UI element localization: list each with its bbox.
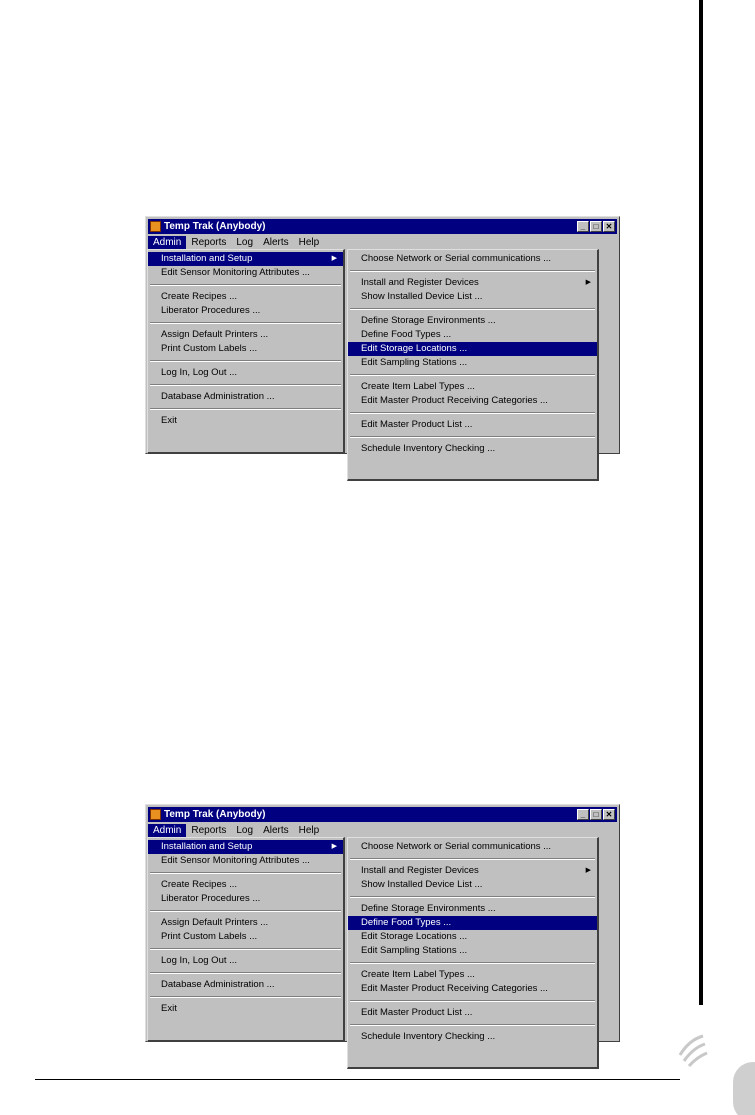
- menu-item-database-administration[interactable]: [148, 390, 343, 404]
- window-title: Temp Trak (Anybody): [164, 809, 266, 820]
- menu-item-edit-master-product-list[interactable]: [348, 418, 597, 432]
- menu-item-define-food-types[interactable]: [348, 916, 597, 930]
- menu-separator: [350, 436, 595, 438]
- menu-item-label: Define Food Types ...: [361, 917, 452, 928]
- menu-item-label: Database Administration ...: [161, 979, 275, 990]
- menu-separator: [150, 322, 341, 324]
- menu-item-label: Exit: [161, 1003, 177, 1014]
- menu-item-label: Liberator Procedures ...: [161, 305, 261, 316]
- menu-item-install-and-register-devices[interactable]: [348, 276, 597, 290]
- page-margin-rule: [699, 0, 703, 1005]
- menu-item-log-in-log-out[interactable]: [148, 366, 343, 380]
- menu-item-edit-master-product-receiving-categories[interactable]: [348, 982, 597, 996]
- menu-separator: [350, 1024, 595, 1026]
- menu-item-edit-sampling-stations[interactable]: [348, 944, 597, 958]
- menu-item-label: Show Installed Device List ...: [361, 291, 483, 302]
- screenshot-2: [145, 804, 625, 1074]
- menu-separator: [350, 308, 595, 310]
- title-bar: [148, 807, 617, 822]
- menu-separator: [350, 962, 595, 964]
- submenu-arrow-icon: ▶: [585, 867, 591, 874]
- menu-item-label: Schedule Inventory Checking ...: [361, 443, 496, 454]
- menu-item-edit-storage-locations[interactable]: [348, 342, 597, 356]
- menu-item-exit[interactable]: [148, 414, 343, 428]
- maximize-button[interactable]: □: [590, 221, 602, 232]
- menu-log[interactable]: Log: [236, 237, 254, 248]
- menu-item-label: Edit Master Product List ...: [361, 419, 473, 430]
- menu-separator: [150, 360, 341, 362]
- menu-item-liberator-procedures[interactable]: [148, 892, 343, 906]
- menu-item-create-recipes[interactable]: [148, 290, 343, 304]
- menu-item-label: Choose Network or Serial communications ...: [361, 841, 552, 852]
- menu-item-assign-default-printers[interactable]: [148, 328, 343, 342]
- menu-bar: [148, 236, 324, 250]
- menu-item-edit-storage-locations[interactable]: [348, 930, 597, 944]
- menu-item-label: Assign Default Printers ...: [161, 329, 269, 340]
- menu-item-liberator-procedures[interactable]: [148, 304, 343, 318]
- menu-item-label: Edit Master Product List ...: [361, 1007, 473, 1018]
- menu-item-label: Choose Network or Serial communications ...: [361, 253, 552, 264]
- screenshot-1: [145, 216, 625, 486]
- menu-item-label: Install and Register Devices: [361, 865, 479, 876]
- menu-item-install-and-register-devices[interactable]: [348, 864, 597, 878]
- menu-item-installation-and-setup[interactable]: [148, 840, 343, 854]
- menu-item-label: Edit Master Product Receiving Categories ...: [361, 395, 548, 406]
- admin-dropdown: [147, 837, 345, 1042]
- admin-dropdown: [147, 249, 345, 454]
- menu-item-label: Exit: [161, 415, 177, 426]
- menu-separator: [150, 872, 341, 874]
- menu-item-label: Edit Sensor Monitoring Attributes ...: [161, 267, 310, 278]
- menu-item-label: Installation and Setup: [161, 253, 253, 264]
- menu-item-choose-network-or-serial-communications[interactable]: [348, 252, 597, 266]
- minimize-button[interactable]: _: [577, 221, 589, 232]
- close-button[interactable]: ✕: [603, 809, 615, 820]
- menu-item-label: Schedule Inventory Checking ...: [361, 1031, 496, 1042]
- menu-separator: [150, 284, 341, 286]
- menu-item-create-recipes[interactable]: [148, 878, 343, 892]
- menu-item-create-item-label-types[interactable]: [348, 380, 597, 394]
- menu-separator: [150, 948, 341, 950]
- menu-alerts[interactable]: Alerts: [263, 237, 289, 248]
- page-footer-rule: [35, 1079, 680, 1080]
- menu-item-database-administration[interactable]: [148, 978, 343, 992]
- title-bar: [148, 219, 617, 234]
- menu-bar: [148, 824, 324, 838]
- menu-item-label: Edit Sampling Stations ...: [361, 357, 468, 368]
- menu-item-define-storage-environments[interactable]: [348, 902, 597, 916]
- menu-item-label: Print Custom Labels ...: [161, 931, 258, 942]
- menu-item-label: Show Installed Device List ...: [361, 879, 483, 890]
- menu-item-label: Edit Sensor Monitoring Attributes ...: [161, 855, 310, 866]
- menu-item-schedule-inventory-checking[interactable]: [348, 442, 597, 456]
- menu-item-label: Define Food Types ...: [361, 329, 452, 340]
- menu-admin[interactable]: Admin: [148, 824, 186, 838]
- menu-item-define-food-types[interactable]: [348, 328, 597, 342]
- menu-item-label: Assign Default Printers ...: [161, 917, 269, 928]
- menu-help[interactable]: Help: [298, 825, 320, 836]
- menu-item-label: Edit Storage Locations ...: [361, 343, 468, 354]
- menu-admin[interactable]: Admin: [148, 236, 186, 250]
- menu-separator: [350, 858, 595, 860]
- menu-item-label: Create Item Label Types ...: [361, 969, 475, 980]
- page-corner-decoration: [675, 1030, 755, 1115]
- menu-separator: [350, 896, 595, 898]
- window-title: Temp Trak (Anybody): [164, 221, 266, 232]
- menu-item-label: Installation and Setup: [161, 841, 253, 852]
- maximize-button[interactable]: □: [590, 809, 602, 820]
- menu-item-label: Liberator Procedures ...: [161, 893, 261, 904]
- menu-item-choose-network-or-serial-communications[interactable]: [348, 840, 597, 854]
- menu-separator: [350, 374, 595, 376]
- menu-item-label: Define Storage Environments ...: [361, 315, 496, 326]
- menu-separator: [350, 412, 595, 414]
- menu-item-edit-sampling-stations[interactable]: [348, 356, 597, 370]
- menu-item-print-custom-labels[interactable]: [148, 930, 343, 944]
- app-icon: [150, 221, 161, 232]
- menu-item-print-custom-labels[interactable]: [148, 342, 343, 356]
- menu-separator: [350, 1000, 595, 1002]
- menu-item-exit[interactable]: [148, 1002, 343, 1016]
- menu-item-edit-sensor-monitoring-attributes[interactable]: [148, 266, 343, 280]
- menu-separator: [350, 270, 595, 272]
- menu-separator: [150, 910, 341, 912]
- menu-item-edit-master-product-receiving-categories[interactable]: [348, 394, 597, 408]
- menu-item-installation-and-setup[interactable]: [148, 252, 343, 266]
- menu-item-show-installed-device-list[interactable]: [348, 878, 597, 892]
- menu-separator: [150, 408, 341, 410]
- menu-item-label: Edit Sampling Stations ...: [361, 945, 468, 956]
- menu-item-label: Print Custom Labels ...: [161, 343, 258, 354]
- menu-item-label: Create Item Label Types ...: [361, 381, 475, 392]
- menu-item-label: Install and Register Devices: [361, 277, 479, 288]
- menu-log[interactable]: Log: [236, 825, 254, 836]
- submenu-arrow-icon: ▶: [585, 279, 591, 286]
- menu-separator: [150, 996, 341, 998]
- menu-item-schedule-inventory-checking[interactable]: [348, 1030, 597, 1044]
- menu-reports[interactable]: Reports: [191, 825, 227, 836]
- submenu-arrow-icon: ▶: [331, 843, 337, 850]
- menu-item-define-storage-environments[interactable]: [348, 314, 597, 328]
- menu-item-label: Create Recipes ...: [161, 291, 238, 302]
- menu-item-show-installed-device-list[interactable]: [348, 290, 597, 304]
- menu-alerts[interactable]: Alerts: [263, 825, 289, 836]
- submenu-arrow-icon: ▶: [331, 255, 337, 262]
- close-button[interactable]: ✕: [603, 221, 615, 232]
- menu-reports[interactable]: Reports: [191, 237, 227, 248]
- installation-submenu: [347, 837, 599, 1069]
- menu-item-create-item-label-types[interactable]: [348, 968, 597, 982]
- menu-separator: [150, 972, 341, 974]
- menu-item-edit-sensor-monitoring-attributes[interactable]: [148, 854, 343, 868]
- menu-item-label: Edit Master Product Receiving Categories ...: [361, 983, 548, 994]
- menu-item-label: Define Storage Environments ...: [361, 903, 496, 914]
- menu-help[interactable]: Help: [298, 237, 320, 248]
- menu-item-assign-default-printers[interactable]: [148, 916, 343, 930]
- installation-submenu: [347, 249, 599, 481]
- menu-item-label: Log In, Log Out ...: [161, 367, 238, 378]
- menu-item-label: Create Recipes ...: [161, 879, 238, 890]
- menu-item-log-in-log-out[interactable]: [148, 954, 343, 968]
- menu-item-edit-master-product-list[interactable]: [348, 1006, 597, 1020]
- app-icon: [150, 809, 161, 820]
- menu-item-label: Database Administration ...: [161, 391, 275, 402]
- menu-item-label: Log In, Log Out ...: [161, 955, 238, 966]
- menu-item-label: Edit Storage Locations ...: [361, 931, 468, 942]
- menu-separator: [150, 384, 341, 386]
- minimize-button[interactable]: _: [577, 809, 589, 820]
